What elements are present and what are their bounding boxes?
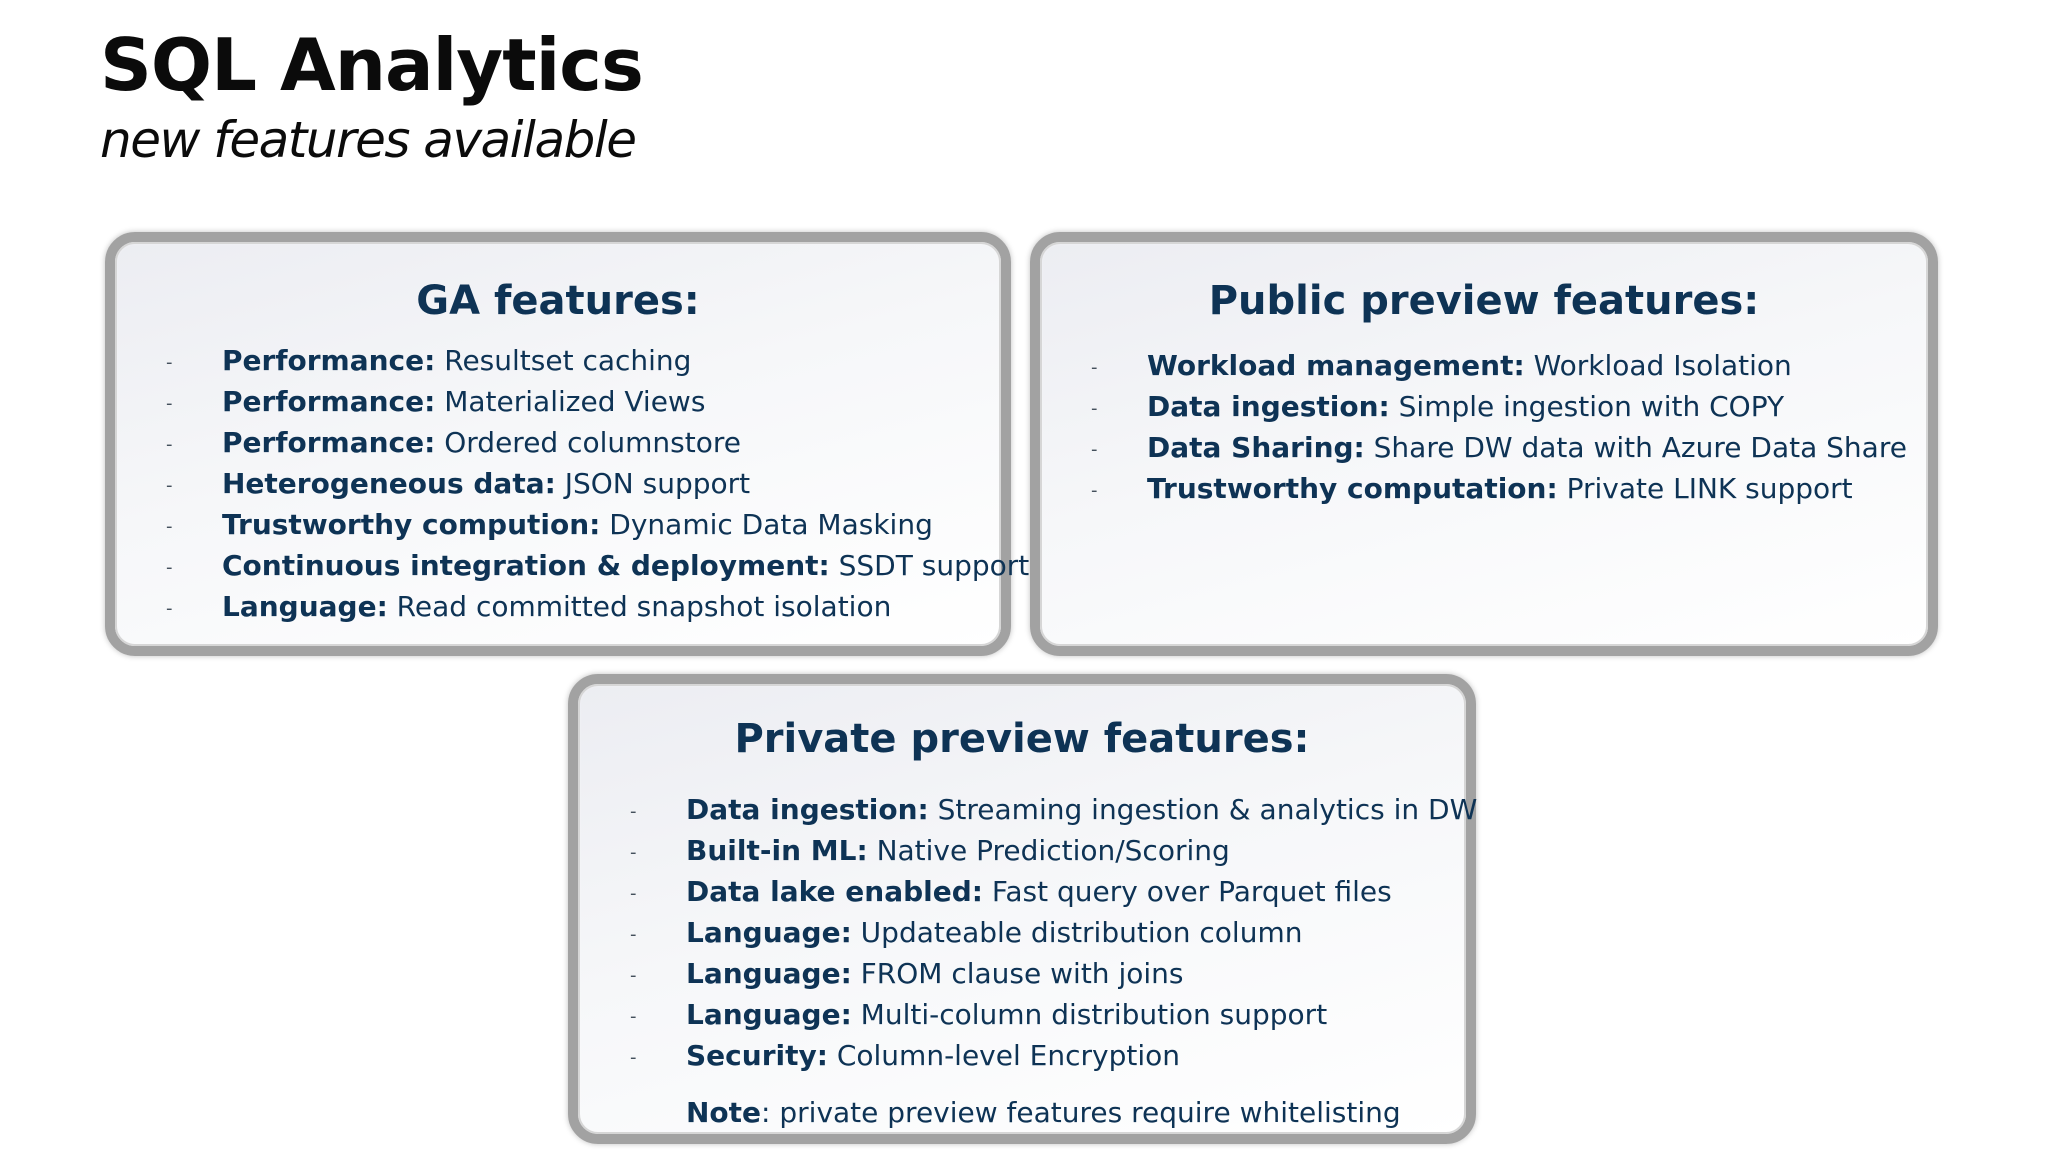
public-preview-title: Public preview features: [1208,278,1760,324]
item-label: Data lake enabled: [686,875,983,908]
private-preview-list [630,789,1478,1076]
list-item [166,586,1029,627]
item-text: Ordered columnstore [435,426,741,459]
item-text: Resultset caching [435,344,692,377]
item-text: JSON support [555,467,751,500]
bullet-dash: - [166,352,173,373]
bullet-dash: - [1091,357,1098,378]
item-text: Materialized Views [435,385,706,418]
item-label: Performance: [222,426,436,459]
item-label: Data ingestion: [1147,390,1390,423]
item-text: Private LINK support [1557,472,1853,505]
bullet-dash: - [630,801,637,822]
bullet-dash: - [166,557,173,578]
ga-features-card [105,232,1030,656]
ga-features-list [166,340,1030,627]
slide-title: SQL Analytics [100,23,643,107]
public-preview-card [1030,232,1938,656]
item-text: Fast query over Parquet files [982,875,1392,908]
ga-features-title: GA features: [416,278,700,324]
list-item [1091,345,1907,386]
list-item [166,463,1029,504]
list-item [630,953,1477,994]
list-item [1091,386,1907,427]
private-preview-card [568,674,1476,1144]
item-text: Share DW data with Azure Data Share [1364,431,1907,464]
note-label: Note [686,1096,762,1129]
item-label: Data ingestion: [686,793,929,826]
list-item [630,912,1477,953]
bullet-dash: - [166,393,173,414]
list-item [630,830,1477,871]
item-text: SSDT support [829,549,1030,582]
list-item [166,422,1029,463]
bullet-dash: - [166,598,173,619]
list-item [166,504,1029,545]
bullet-dash: - [630,924,637,945]
list-item [1091,468,1907,509]
note-text: : private preview features require whitelisting [761,1096,1401,1129]
list-item [630,871,1477,912]
item-text: FROM clause with joins [851,957,1184,990]
slide-subtitle: new features available [100,111,636,169]
item-label: Language: [686,957,852,990]
item-label: Language: [222,590,388,623]
item-label: Language: [686,916,852,949]
item-text: Dynamic Data Masking [600,508,933,541]
bullet-dash: - [630,1047,637,1068]
list-item [630,994,1477,1035]
item-label: Language: [686,998,852,1031]
bullet-dash: - [630,842,637,863]
list-item [166,545,1030,586]
item-label: Security: [686,1039,828,1072]
bullet-dash: - [1091,480,1098,501]
item-text: Simple ingestion with COPY [1389,390,1785,423]
public-preview-list [1091,345,1907,509]
list-item [166,381,1029,422]
item-label: Trustworthy computation: [1147,472,1558,505]
item-label: Workload management: [1147,349,1525,382]
item-label: Data Sharing: [1147,431,1365,464]
bullet-dash: - [630,883,637,904]
item-text: Column-level Encryption [827,1039,1180,1072]
bullet-dash: - [1091,398,1098,419]
item-label: Performance: [222,344,436,377]
item-text: Streaming ingestion & analytics in DW [928,793,1478,826]
whitelisting-note [686,1096,1401,1129]
bullet-dash: - [630,1006,637,1027]
item-label: Performance: [222,385,436,418]
bullet-dash: - [166,434,173,455]
item-label: Continuous integration & deployment: [222,549,830,582]
item-text: Multi-column distribution support [851,998,1328,1031]
list-item [1091,427,1907,468]
item-label: Built-in ML: [686,834,868,867]
list-item [630,1035,1477,1076]
item-text: Updateable distribution column [851,916,1303,949]
list-item [630,789,1478,830]
list-item [166,340,1029,381]
bullet-dash: - [630,965,637,986]
bullet-dash: - [166,516,173,537]
item-text: Read committed snapshot isolation [387,590,892,623]
item-text: Workload Isolation [1524,349,1792,382]
item-label: Heterogeneous data: [222,467,556,500]
private-preview-title: Private preview features: [734,716,1310,762]
bullet-dash: - [166,475,173,496]
item-text: Native Prediction/Scoring [867,834,1230,867]
item-label: Trustworthy compution: [222,508,601,541]
bullet-dash: - [1091,439,1098,460]
